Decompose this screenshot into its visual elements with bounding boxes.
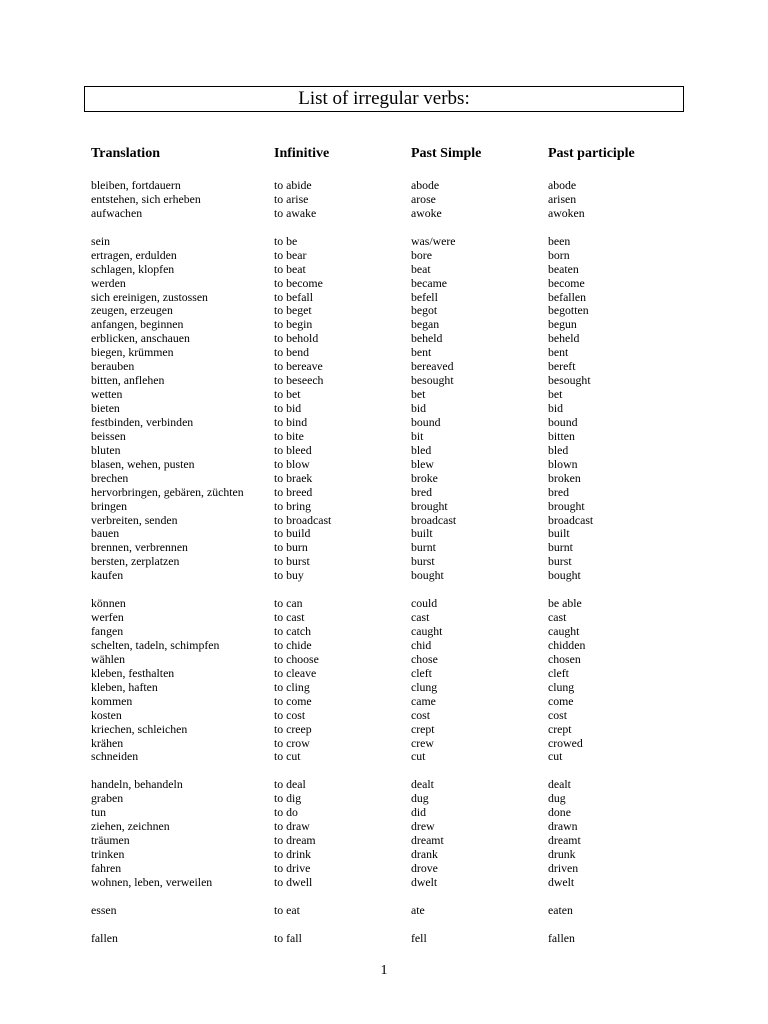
verb-row xyxy=(0,541,768,555)
verb-translation: bauen xyxy=(91,526,120,541)
verb-past-participle: chidden xyxy=(548,637,586,652)
verb-past-simple: became xyxy=(411,275,448,290)
verb-past-participle: bent xyxy=(548,345,569,360)
verb-past-participle: born xyxy=(548,247,570,262)
verb-infinitive: to befall xyxy=(274,289,313,304)
verb-past-participle: driven xyxy=(548,860,579,875)
verb-row xyxy=(0,709,768,723)
verb-translation: essen xyxy=(91,902,117,917)
verb-past-participle: dug xyxy=(548,791,566,806)
verb-translation: träumen xyxy=(91,833,130,848)
verb-past-simple: crew xyxy=(411,735,434,750)
verb-row xyxy=(0,235,768,249)
verb-past-simple: built xyxy=(411,526,433,541)
verb-infinitive: to beget xyxy=(274,303,312,318)
verb-past-simple: begot xyxy=(411,303,438,318)
verb-translation: kleben, festhalten xyxy=(91,665,175,680)
header-translation: Translation xyxy=(91,146,160,161)
verb-past-participle: befallen xyxy=(548,289,586,304)
verb-past-simple: could xyxy=(411,596,438,611)
verb-translation: bleiben, fortdauern xyxy=(91,178,181,192)
verb-past-participle: abode xyxy=(548,178,577,192)
verb-infinitive: to eat xyxy=(274,902,300,917)
verb-row xyxy=(0,569,768,583)
verb-infinitive: to chide xyxy=(274,637,312,652)
verb-translation: sein xyxy=(91,233,111,248)
verb-row xyxy=(0,318,768,332)
verb-past-participle: burst xyxy=(548,554,572,569)
verb-past-participle: crowed xyxy=(548,735,583,750)
verb-table xyxy=(0,179,768,946)
verb-translation: bersten, zerplatzen xyxy=(91,554,180,569)
verb-translation: können xyxy=(91,596,126,611)
verb-infinitive: to dream xyxy=(274,833,316,848)
verb-past-simple: beat xyxy=(411,261,431,276)
verb-translation: schelten, tadeln, schimpfen xyxy=(91,637,220,652)
verb-past-simple: dwelt xyxy=(411,874,438,889)
verb-past-participle: built xyxy=(548,526,570,541)
verb-infinitive: to build xyxy=(274,526,311,541)
verb-past-participle: chosen xyxy=(548,651,581,666)
verb-row xyxy=(0,486,768,500)
verb-infinitive: to bid xyxy=(274,401,302,415)
verb-past-participle: caught xyxy=(548,624,580,638)
verb-past-participle: awoken xyxy=(548,205,585,220)
verb-past-simple: broke xyxy=(411,470,438,485)
verb-row xyxy=(0,848,768,862)
verb-translation: fahren xyxy=(91,860,122,875)
verb-row xyxy=(0,611,768,625)
verb-infinitive: to buy xyxy=(274,568,304,583)
group-spacer xyxy=(0,764,768,778)
verb-translation: handeln, behandeln xyxy=(91,777,183,792)
verb-infinitive: to deal xyxy=(274,777,306,792)
verb-row xyxy=(0,667,768,681)
verb-infinitive: to draw xyxy=(274,819,310,834)
verb-translation: ziehen, zeichnen xyxy=(91,819,170,834)
verb-past-simple: drove xyxy=(411,860,438,875)
verb-past-participle: beaten xyxy=(548,261,579,276)
verb-infinitive: to beseech xyxy=(274,373,324,388)
verb-row xyxy=(0,653,768,667)
verb-past-participle: drunk xyxy=(548,847,576,861)
verb-infinitive: to dwell xyxy=(274,874,313,889)
verb-past-participle: brought xyxy=(548,498,585,513)
verb-row xyxy=(0,444,768,458)
verb-translation: bieten xyxy=(91,401,120,415)
verb-translation: wählen xyxy=(91,651,126,666)
verb-infinitive: to cast xyxy=(274,610,305,625)
header-past-participle: Past participle xyxy=(548,146,635,161)
header-infinitive: Infinitive xyxy=(274,146,330,161)
verb-past-simple: bent xyxy=(411,345,432,360)
verb-translation: schneiden xyxy=(91,749,139,764)
verb-past-participle: drawn xyxy=(548,819,578,834)
verb-infinitive: to bereave xyxy=(274,359,323,374)
verb-past-simple: cut xyxy=(411,749,426,764)
verb-translation: biegen, krümmen xyxy=(91,345,174,360)
verb-infinitive: to blow xyxy=(274,456,310,471)
verb-past-participle: fallen xyxy=(548,930,575,945)
verb-row xyxy=(0,193,768,207)
verb-past-participle: bitten xyxy=(548,428,575,443)
verb-translation: kaufen xyxy=(91,568,124,583)
verb-translation: bluten xyxy=(91,442,121,457)
verb-infinitive: to become xyxy=(274,275,323,290)
verb-past-simple: ate xyxy=(411,902,425,917)
page-title: List of irregular verbs: xyxy=(84,86,684,112)
verb-infinitive: to burst xyxy=(274,554,310,569)
verb-past-simple: besought xyxy=(411,373,454,388)
verb-infinitive: to dig xyxy=(274,791,302,806)
verb-translation: kriechen, schleichen xyxy=(91,721,188,736)
verb-translation: sich ereinigen, zustossen xyxy=(91,289,208,304)
verb-row xyxy=(0,723,768,737)
verb-infinitive: to beat xyxy=(274,261,306,276)
verb-infinitive: to catch xyxy=(274,624,312,638)
verb-row xyxy=(0,597,768,611)
verb-infinitive: to creep xyxy=(274,721,312,736)
verb-past-simple: broadcast xyxy=(411,512,457,527)
verb-infinitive: to braek xyxy=(274,470,313,485)
verb-row xyxy=(0,625,768,639)
verb-translation: kosten xyxy=(91,707,122,722)
verb-row xyxy=(0,527,768,541)
verb-infinitive: to arise xyxy=(274,191,309,206)
verb-infinitive: to do xyxy=(274,805,298,820)
verb-past-simple: cleft xyxy=(411,665,432,680)
verb-row xyxy=(0,249,768,263)
verb-infinitive: to drive xyxy=(274,860,311,875)
verb-past-participle: bereft xyxy=(548,359,576,374)
verb-translation: zeugen, erzeugen xyxy=(91,303,173,318)
group-spacer xyxy=(0,890,768,904)
verb-past-simple: was/were xyxy=(411,233,456,248)
verb-row xyxy=(0,458,768,472)
verb-row xyxy=(0,360,768,374)
verb-past-participle: dreamt xyxy=(548,833,581,848)
verb-past-participle: cost xyxy=(548,707,568,722)
verb-translation: ertragen, erdulden xyxy=(91,247,177,262)
verb-past-participle: broadcast xyxy=(548,512,594,527)
verb-row xyxy=(0,500,768,514)
verb-translation: kommen xyxy=(91,693,133,708)
group-spacer xyxy=(0,918,768,932)
verb-past-participle: bought xyxy=(548,568,581,583)
verb-translation: fangen xyxy=(91,624,124,638)
verb-past-simple: bereaved xyxy=(411,359,454,374)
verb-infinitive: to drink xyxy=(274,847,312,861)
verb-past-participle: begotten xyxy=(548,303,589,318)
verb-past-participle: crept xyxy=(548,721,572,736)
verb-row xyxy=(0,778,768,792)
verb-row xyxy=(0,639,768,653)
verb-past-simple: abode xyxy=(411,178,440,192)
verb-row xyxy=(0,277,768,291)
verb-infinitive: to can xyxy=(274,596,303,611)
verb-past-simple: burnt xyxy=(411,540,436,555)
verb-past-participle: cleft xyxy=(548,665,569,680)
verb-past-simple: bid xyxy=(411,401,427,415)
verb-translation: berauben xyxy=(91,359,135,374)
verb-translation: brennen, verbrennen xyxy=(91,540,188,555)
verb-infinitive: to cleave xyxy=(274,665,317,680)
verb-past-participle: begun xyxy=(548,317,577,332)
verb-translation: werfen xyxy=(91,610,124,625)
column-headers xyxy=(0,146,768,164)
verb-translation: bitten, anflehen xyxy=(91,373,165,388)
verb-past-participle: burnt xyxy=(548,540,573,555)
verb-row xyxy=(0,374,768,388)
verb-row xyxy=(0,737,768,751)
verb-translation: kleben, haften xyxy=(91,679,158,694)
verb-infinitive: to bet xyxy=(274,387,301,402)
verb-translation: wetten xyxy=(91,387,123,402)
verb-past-participle: cut xyxy=(548,749,563,764)
verb-past-participle: arisen xyxy=(548,191,577,206)
verb-row xyxy=(0,402,768,416)
verb-past-participle: cast xyxy=(548,610,567,625)
verb-past-simple: drank xyxy=(411,847,438,861)
verb-row xyxy=(0,430,768,444)
verb-past-participle: bled xyxy=(548,442,569,457)
verb-infinitive: to come xyxy=(274,693,312,708)
verb-row xyxy=(0,304,768,318)
verb-past-simple: bet xyxy=(411,387,426,402)
verb-row xyxy=(0,346,768,360)
verb-row xyxy=(0,820,768,834)
verb-row xyxy=(0,904,768,918)
verb-infinitive: to burn xyxy=(274,540,308,555)
verb-past-simple: cost xyxy=(411,707,431,722)
verb-past-participle: bet xyxy=(548,387,563,402)
verb-past-participle: done xyxy=(548,805,571,820)
verb-past-simple: awoke xyxy=(411,205,442,220)
verb-past-participle: be able xyxy=(548,596,582,611)
verb-translation: wohnen, leben, verweilen xyxy=(91,874,213,889)
verb-row xyxy=(0,750,768,764)
verb-infinitive: to broadcast xyxy=(274,512,332,527)
verb-translation: brechen xyxy=(91,470,129,485)
verb-row xyxy=(0,792,768,806)
verb-past-participle: come xyxy=(548,693,574,708)
verb-infinitive: to be xyxy=(274,233,298,248)
verb-translation: tun xyxy=(91,805,107,820)
header-past-simple: Past Simple xyxy=(411,146,482,161)
verb-row xyxy=(0,291,768,305)
verb-past-simple: bred xyxy=(411,484,432,499)
verb-past-participle: dealt xyxy=(548,777,571,792)
verb-infinitive: to bring xyxy=(274,498,312,513)
verb-past-simple: came xyxy=(411,693,436,708)
verb-past-simple: bore xyxy=(411,247,432,262)
verb-infinitive: to cling xyxy=(274,679,310,694)
verb-row xyxy=(0,876,768,890)
verb-past-participle: bred xyxy=(548,484,569,499)
verb-infinitive: to crow xyxy=(274,735,310,750)
verb-past-participle: been xyxy=(548,233,571,248)
verb-row xyxy=(0,555,768,569)
verb-past-simple: began xyxy=(411,317,440,332)
verb-past-participle: bound xyxy=(548,414,578,429)
verb-translation: blasen, wehen, pusten xyxy=(91,456,195,471)
verb-past-simple: blew xyxy=(411,456,434,471)
verb-past-participle: dwelt xyxy=(548,874,575,889)
verb-row xyxy=(0,695,768,709)
verb-past-simple: dealt xyxy=(411,777,434,792)
verb-past-simple: did xyxy=(411,805,427,820)
verb-infinitive: to bend xyxy=(274,345,310,360)
verb-translation: entstehen, sich erheben xyxy=(91,191,201,206)
verb-past-simple: chose xyxy=(411,651,438,666)
verb-row xyxy=(0,263,768,277)
verb-past-participle: besought xyxy=(548,373,591,388)
verb-past-simple: burst xyxy=(411,554,435,569)
verb-row xyxy=(0,416,768,430)
verb-infinitive: to bite xyxy=(274,428,304,443)
verb-past-participle: clung xyxy=(548,679,575,694)
verb-row xyxy=(0,806,768,820)
verb-row xyxy=(0,834,768,848)
verb-infinitive: to abide xyxy=(274,178,312,192)
verb-row xyxy=(0,179,768,193)
verb-translation: hervorbringen, gebären, züchten xyxy=(91,484,244,499)
verb-past-simple: bit xyxy=(411,428,424,443)
verb-row xyxy=(0,681,768,695)
verb-past-simple: befell xyxy=(411,289,438,304)
verb-infinitive: to begin xyxy=(274,317,313,332)
verb-infinitive: to fall xyxy=(274,930,302,945)
verb-translation: festbinden, verbinden xyxy=(91,414,194,429)
verb-row xyxy=(0,207,768,221)
verb-past-simple: cast xyxy=(411,610,430,625)
verb-past-participle: beheld xyxy=(548,331,580,346)
verb-translation: fallen xyxy=(91,930,118,945)
verb-past-simple: fell xyxy=(411,930,427,945)
verb-past-simple: dreamt xyxy=(411,833,444,848)
verb-row xyxy=(0,862,768,876)
verb-infinitive: to bear xyxy=(274,247,307,262)
group-spacer xyxy=(0,583,768,597)
verb-translation: schlagen, klopfen xyxy=(91,261,175,276)
verb-infinitive: to awake xyxy=(274,205,317,220)
group-spacer xyxy=(0,221,768,235)
verb-past-simple: brought xyxy=(411,498,448,513)
verb-translation: erblicken, anschauen xyxy=(91,331,190,346)
verb-past-simple: bought xyxy=(411,568,444,583)
verb-infinitive: to choose xyxy=(274,651,319,666)
verb-translation: krähen xyxy=(91,735,124,750)
verb-infinitive: to cut xyxy=(274,749,301,764)
verb-past-participle: eaten xyxy=(548,902,573,917)
verb-row xyxy=(0,932,768,946)
verb-translation: verbreiten, senden xyxy=(91,512,178,527)
verb-past-participle: bid xyxy=(548,401,564,415)
verb-infinitive: to cost xyxy=(274,707,306,722)
verb-past-simple: arose xyxy=(411,191,436,206)
verb-translation: trinken xyxy=(91,847,125,861)
verb-past-simple: bled xyxy=(411,442,432,457)
verb-translation: bringen xyxy=(91,498,128,513)
verb-infinitive: to behold xyxy=(274,331,319,346)
verb-past-simple: clung xyxy=(411,679,438,694)
verb-infinitive: to bind xyxy=(274,414,308,429)
verb-past-participle: become xyxy=(548,275,585,290)
verb-row xyxy=(0,332,768,346)
verb-row xyxy=(0,388,768,402)
verb-past-simple: caught xyxy=(411,624,443,638)
verb-translation: werden xyxy=(91,275,126,290)
verb-past-participle: broken xyxy=(548,470,581,485)
verb-infinitive: to bleed xyxy=(274,442,312,457)
verb-row xyxy=(0,472,768,486)
verb-row xyxy=(0,514,768,528)
verb-past-simple: bound xyxy=(411,414,441,429)
verb-translation: aufwachen xyxy=(91,205,143,220)
verb-past-participle: blown xyxy=(548,456,578,471)
verb-past-simple: beheld xyxy=(411,331,443,346)
verb-translation: graben xyxy=(91,791,124,806)
verb-past-simple: crept xyxy=(411,721,435,736)
page-number: 1 xyxy=(380,963,388,978)
verb-translation: anfangen, beginnen xyxy=(91,317,184,332)
verb-past-simple: chid xyxy=(411,637,432,652)
verb-infinitive: to breed xyxy=(274,484,313,499)
verb-past-simple: drew xyxy=(411,819,435,834)
verb-past-simple: dug xyxy=(411,791,429,806)
verb-translation: beissen xyxy=(91,428,126,443)
